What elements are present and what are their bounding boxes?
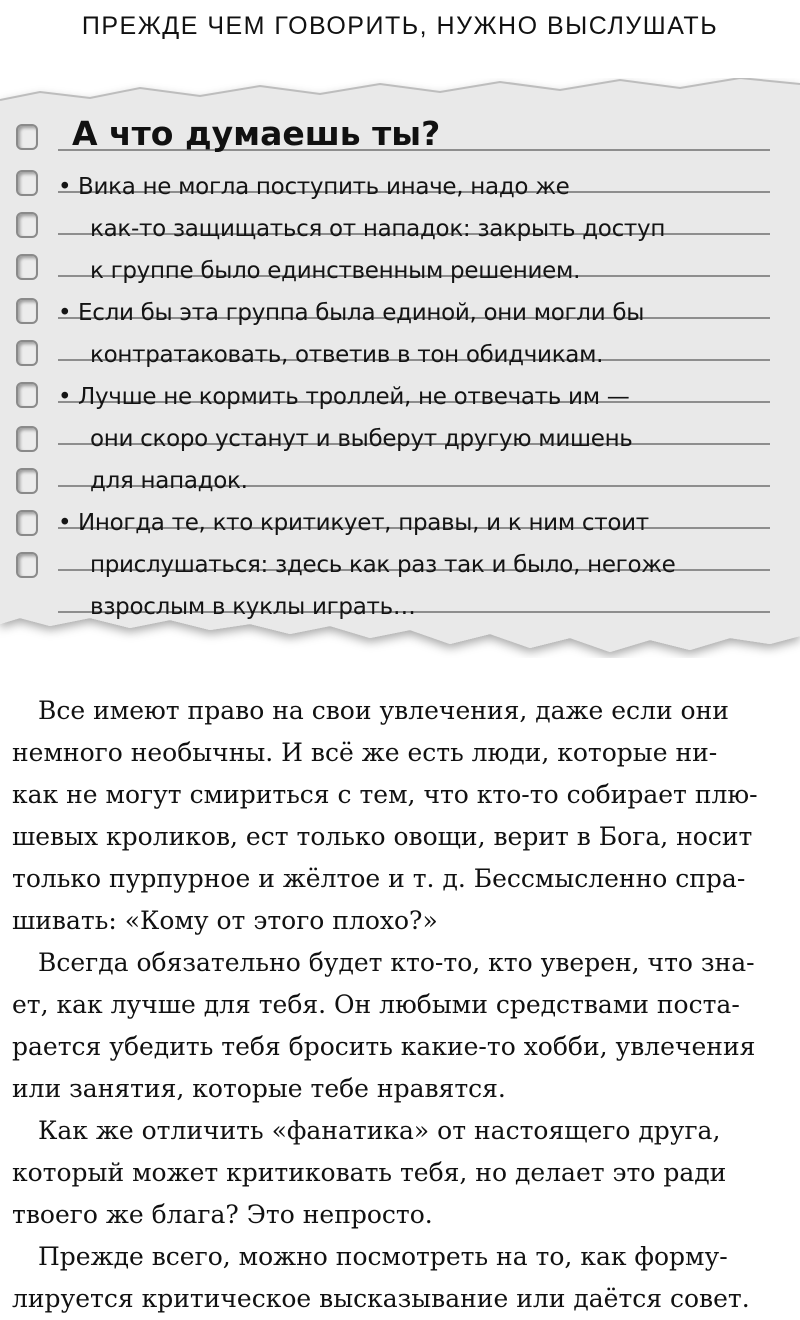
text-line: Прежде всего, можно посмотреть на то, как форму-: [38, 1242, 728, 1271]
binder-hole: [16, 124, 38, 150]
binder-holes: [0, 78, 60, 658]
bullet-icon: •: [58, 174, 72, 200]
binder-hole: [16, 254, 38, 280]
text-line: Как же отличить «фанатика» от настоящего друга,: [38, 1116, 721, 1145]
bullet-icon: •: [58, 384, 72, 410]
paragraph: [12, 1110, 792, 1236]
text-line: твоего же блага? Это непросто.: [12, 1200, 433, 1229]
text-line: рается убедить тебя бросить какие-то хобби, увлечения: [12, 1032, 756, 1061]
note-bullet-line: • Иногда те, кто критикует, правы, и к ним стоит: [60, 502, 649, 544]
text-line: шевых кроликов, ест только овощи, верит в Бога, носит: [12, 822, 753, 851]
binder-hole: [16, 212, 38, 238]
binder-hole: [16, 510, 38, 536]
binder-hole: [16, 382, 38, 408]
binder-hole: [16, 340, 38, 366]
text-line: шивать: «Кому от этого плохо?»: [12, 906, 438, 935]
paragraph: [12, 942, 792, 1110]
bullet-icon: •: [58, 510, 72, 536]
note-bullet-line: к группе было единственным решением.: [90, 258, 581, 284]
binder-hole: [16, 468, 38, 494]
text-line: Всегда обязательно будет кто-то, кто уверен, что зна-: [38, 948, 755, 977]
note-bullet-line: взрослым в куклы играть…: [90, 594, 416, 620]
binder-hole: [16, 552, 38, 578]
notebook-paper-note: [0, 78, 800, 658]
text-line: ет, как лучше для тебя. Он любыми средствами поста-: [12, 990, 740, 1019]
paragraph: [12, 690, 792, 942]
text-line: только пурпурное и жёлтое и т. д. Бессмысленно спра-: [12, 864, 746, 893]
body-text: [12, 690, 792, 1320]
paragraph: [12, 1236, 792, 1320]
note-bullet-line: прислушаться: здесь как раз так и было, негоже: [90, 552, 676, 578]
text-line: лируется критическое высказывание или даётся совет.: [12, 1284, 750, 1313]
text-line: или занятия, которые тебе нравятся.: [12, 1074, 506, 1103]
note-bullet-line: • Вика не могла поступить иначе, надо же: [60, 166, 569, 208]
binder-hole: [16, 170, 38, 196]
note-bullet-line: для нападок.: [90, 468, 248, 494]
binder-hole: [16, 298, 38, 324]
text-line: который может критиковать тебя, но делает это ради: [12, 1158, 727, 1187]
note-title: А что думаешь ты?: [72, 114, 441, 153]
note-bullet-line: они скоро устанут и выберут другую мишень: [90, 426, 633, 452]
note-bullet-line: контратаковать, ответив в тон обидчикам.: [90, 342, 604, 368]
bullet-icon: •: [58, 300, 72, 326]
page-header: ПРЕЖДЕ ЧЕМ ГОВОРИТЬ, НУЖНО ВЫСЛУШАТЬ: [81, 12, 719, 40]
text-line: немного необычны. И всё же есть люди, которые ни-: [12, 738, 718, 767]
text-line: как не могут смириться с тем, что кто-то собирает плю-: [12, 780, 758, 809]
note-bullet-line: • Лучше не кормить троллей, не отвечать им —: [60, 376, 629, 418]
note-bullet-line: • Если бы эта группа была единой, они могли бы: [60, 292, 644, 334]
text-line: Все имеют право на свои увлечения, даже если они: [38, 696, 729, 725]
note-bullet-line: как-то защищаться от нападок: закрыть доступ: [90, 216, 666, 242]
binder-hole: [16, 426, 38, 452]
